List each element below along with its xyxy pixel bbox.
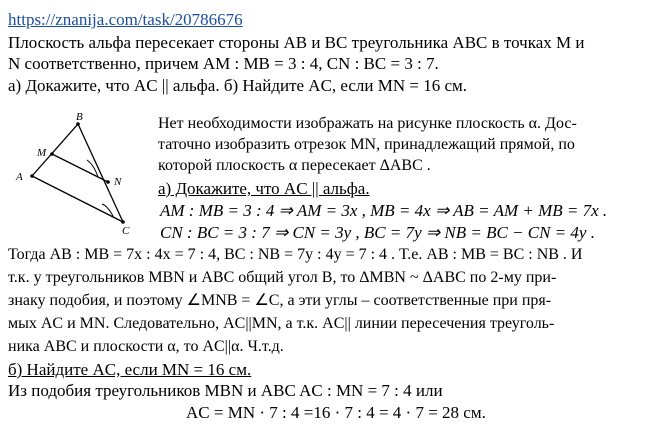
problem-line-1: Плоскость альфа пересекает стороны AB и BC треугольника ABC в точках M и [8,33,585,52]
similarity-line: Из подобия треугольников MBN и ABC AC : MN = 7 : 4 или [8,381,443,400]
label-a: A [16,171,23,183]
label-b: B [76,111,83,123]
equation-1: AM : MB = 3 : 4 ⇒ AM = 3x , MB = 4x ⇒ AB = AM + MB = 7x . [160,201,608,220]
triangle-figure [10,108,150,240]
part-b-title: б) Найдите AC, если MN = 16 см. [8,360,252,379]
point-a [30,174,34,178]
side-bc [78,124,123,222]
segment-mn [52,154,108,182]
proof-line-4: мых AC и MN. Следовательно, AC||MN, а т.к. AC|| линии пересечения треуголь- [8,315,555,332]
note-line-3: которой плоскость α пересекает ΔABC . [158,157,431,174]
proof-line-3: знаку подобия, и поэтому ∠MNB = ∠C, а эти углы – соответственные при пря- [8,292,552,309]
final-answer: AC = MN · 7 : 4 =16 · 7 : 4 = 4 · 7 = 28 см. [186,403,486,422]
proof-line-5: ника ABC и плоскости α, то AC||α. Ч.т.д. [8,338,284,355]
equation-2: CN : BC = 3 : 7 ⇒ CN = 3y , BC = 7y ⇒ NB = BC − CN = 4y . [160,223,595,242]
proof-line-1: Тогда AB : MB = 7x : 4x = 7 : 4, BC : NB = 7y : 4y = 7 : 4 . Т.е. AB : MB = BC : NB . И [8,246,583,263]
label-n: N [114,176,122,188]
problem-line-3: а) Докажите, что AC || альфа. б) Найдите AC, если MN = 16 см. [8,76,468,95]
problem-line-2: N соответственно, причем AM : MB = 3 : 4, CN : BC = 3 : 7. [8,54,439,73]
point-m [50,152,54,156]
part-a-title: а) Докажите, что AC || альфа. [158,179,370,198]
task-link[interactable]: https://znanija.com/task/20786676 [8,10,243,29]
note-line-2: таточно изобразить отрезок MN, принадлежащий прямой, по [158,136,575,153]
proof-line-2: т.к. у треугольников MBN и ABC общий угол B, то ΔMBN ~ ΔABC по 2-му при- [8,269,557,286]
point-n [106,180,110,184]
label-c: C [122,225,130,237]
point-c [121,220,125,224]
note-line-1: Нет необходимости изображать на рисунке плоскость α. Дос- [158,115,577,132]
label-m: M [37,147,47,159]
